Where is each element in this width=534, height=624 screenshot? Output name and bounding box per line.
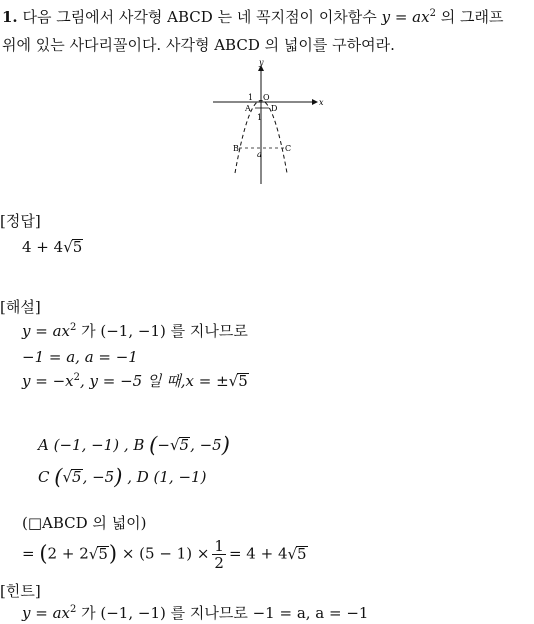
points-c: C [38,468,55,486]
area-inner: 2 + 2 [47,544,89,563]
area-sqrt: 5 [98,544,108,563]
axis-y-label: y [259,58,264,67]
exp-l1-text: 가 (−1, −1) 를 지나므로 [76,322,248,340]
parabola-figure [205,58,330,188]
exp-l3-x: x = ± [185,372,229,390]
point-c-label: C [285,144,292,153]
area-formula [22,538,308,571]
problem-func-rhs: = ax [394,8,430,26]
exp-l1-exp: 2 [69,322,77,333]
area-result: = 4 + 4 [228,544,288,563]
sqrt-sign: √ [62,468,73,486]
problem-line-2: 위에 있는 사다리꼴이다. 사각형 ABCD 의 넓이를 구하여라. [2,36,395,54]
fraction-half [212,538,226,571]
explanation-header: [해설] [0,298,41,316]
problem-func-lhs: y [381,8,391,26]
points-b-rest: , −5 [190,436,222,454]
a-label: a [257,150,262,159]
origin-label: O [263,93,270,102]
points-b-sqrt: 5 [179,436,190,454]
answer-sqrt-arg: 5 [72,238,83,256]
answer-prefix: 4 + 4 [22,238,64,256]
sqrt-sign: √ [88,544,99,563]
exp-l3-exp: 2 [73,372,80,383]
hint-text: 가 (−1, −1) 를 지나므로 −1 = a, a = −1 [76,604,369,622]
area-mult: × (5 − 1) × [117,544,210,563]
sqrt-sign: √ [169,436,180,454]
points-d: , D (1, −1) [122,468,207,486]
sqrt-sign: √ [287,544,298,563]
paren-close: ) [221,433,230,457]
paren-close: ) [114,465,123,489]
paren-open: ( [39,541,48,566]
tick-y-label: 1 [257,113,263,122]
frac-num: 1 [214,537,224,555]
points-b-neg: − [157,436,170,454]
exp-l1-func: y = ax [22,322,70,340]
explanation-line-1 [22,322,248,340]
points-a: A (−1, −1) , B [38,436,150,454]
points-c-sqrt: 5 [72,468,82,486]
points-c-rest: , −5 [82,468,115,486]
sqrt-sign: √ [228,372,239,390]
explanation-line-3 [22,372,249,390]
tick-x-label: 1 [248,93,254,102]
problem-func-exp: 2 [429,8,436,19]
points-line-ab [38,433,230,457]
point-a-label: A [245,104,251,113]
points-line-cd [38,465,207,489]
problem-number: 1. [2,8,18,26]
exp-l3-sqrt: 5 [238,372,248,390]
answer-value [22,238,83,256]
point-b-label: B [233,144,239,153]
point-d-label: D [271,104,278,113]
explanation-line-2: −1 = a, a = −1 [22,348,138,366]
sqrt-sign: √ [63,238,73,256]
exp-l3-cond: , y = −5 일 때, [79,372,186,390]
frac-den: 2 [214,554,224,572]
area-sqrt-2: 5 [297,544,307,563]
exp-l3-func: y = −x [22,372,74,390]
hint-line [22,604,368,622]
area-eq: = [22,544,40,563]
answer-header: [정답] [0,212,41,230]
area-label: (□ABCD 의 넓이) [22,514,147,532]
paren-close: ) [108,541,118,566]
problem-text-1a: 다음 그림에서 사각형 ABCD 는 네 꼭지점이 이차함수 [22,8,377,26]
problem-line-1 [2,8,503,26]
hint-exp: 2 [69,604,77,615]
axis-x-label: x [319,98,324,107]
paren-open: ( [54,465,63,489]
paren-open: ( [149,433,158,457]
hint-func: y = ax [22,604,70,622]
hint-header: [힌트] [0,582,41,600]
problem-text-1b: 의 그래프 [440,8,504,26]
